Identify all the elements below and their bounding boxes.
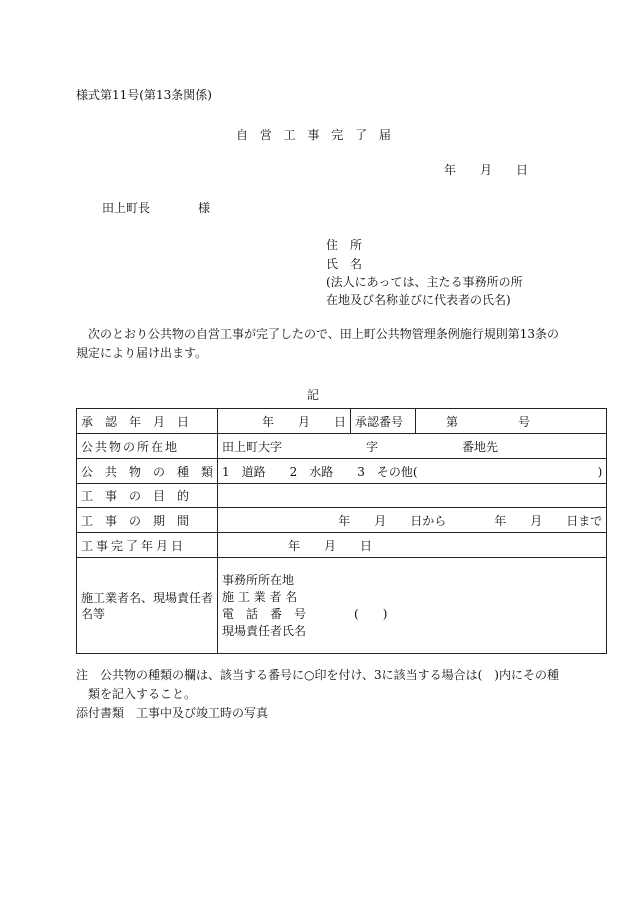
ki-heading: 記	[307, 388, 320, 402]
completion-date-label	[77, 533, 218, 558]
addressee: 田上町長 様	[102, 201, 211, 215]
contractor-field[interactable]	[218, 558, 607, 654]
applicant-note-line1: (法人にあっては、主たる事務所の所	[326, 275, 523, 289]
approval-date-label: 承 認 年 月 日	[77, 409, 218, 434]
type-field[interactable]: 1 道路 2 水路 3 その他( )	[218, 459, 607, 484]
site-manager-label: 現場責任者氏名	[222, 623, 307, 638]
contractor-label	[77, 558, 218, 654]
note-line2: 類を記入すること。	[88, 687, 197, 701]
purpose-label: 工 事 の 目 的	[77, 484, 218, 508]
approval-date-field[interactable]: 年 月 日	[218, 409, 351, 434]
table-row	[77, 508, 607, 533]
form-number: 様式第11号(第13条関係)	[76, 88, 212, 102]
period-label: 工 事 の 期 間	[77, 508, 218, 533]
document-title: 自 営 工 事 完 了 届	[236, 128, 395, 142]
applicant-name-label: 氏 名	[326, 257, 363, 271]
period-field[interactable]: 年 月 日から 年 月 日まで	[218, 508, 607, 533]
applicant-note-line2: 在地及び名称並びに代表者の氏名)	[326, 293, 511, 307]
table-row	[77, 409, 607, 434]
contractor-label-line1: 施工業者名、現場責任者	[81, 590, 214, 605]
table-row	[77, 533, 607, 558]
table-row	[77, 484, 607, 508]
contractor-label-line2: 名等	[81, 606, 106, 621]
attachment-line: 添付書類 工事中及び竣工時の写真	[76, 706, 269, 720]
completion-date-field[interactable]: 年 月 日	[218, 533, 607, 558]
type-label: 公 共 物 の 種 類	[77, 459, 218, 484]
note-line1: 注 公共物の種類の欄は、該当する番号に○印を付け、3に該当する場合は( )内にその種	[76, 668, 559, 682]
body-text-line2: 規定により届け出ます。	[76, 346, 208, 360]
approval-number-label: 承認番号	[351, 409, 416, 434]
table-row	[77, 434, 607, 459]
location-label	[77, 434, 218, 459]
location-label-text: 公共物の所在地	[81, 439, 180, 454]
contractor-name-label: 施 工 業 者 名	[222, 589, 298, 604]
phone-number-label: 電 話 番 号 ( )	[222, 606, 388, 621]
body-text-line1: 次のとおり公共物の自営工事が完了したので、田上町公共物管理条例施行規則第13条の	[88, 327, 560, 341]
date-line: 年 月 日	[444, 163, 529, 177]
completion-date-label-text: 工事完了年月日	[81, 538, 187, 553]
applicant-address-label: 住 所	[326, 238, 363, 252]
approval-number-field[interactable]: 第 号	[416, 409, 607, 434]
location-field[interactable]: 田上町大字 字 番地先	[218, 434, 607, 459]
table-row	[77, 558, 607, 654]
completion-form-table	[76, 408, 607, 654]
office-address-label: 事務所所在地	[222, 572, 295, 587]
purpose-field[interactable]	[218, 484, 607, 508]
table-row	[77, 459, 607, 484]
